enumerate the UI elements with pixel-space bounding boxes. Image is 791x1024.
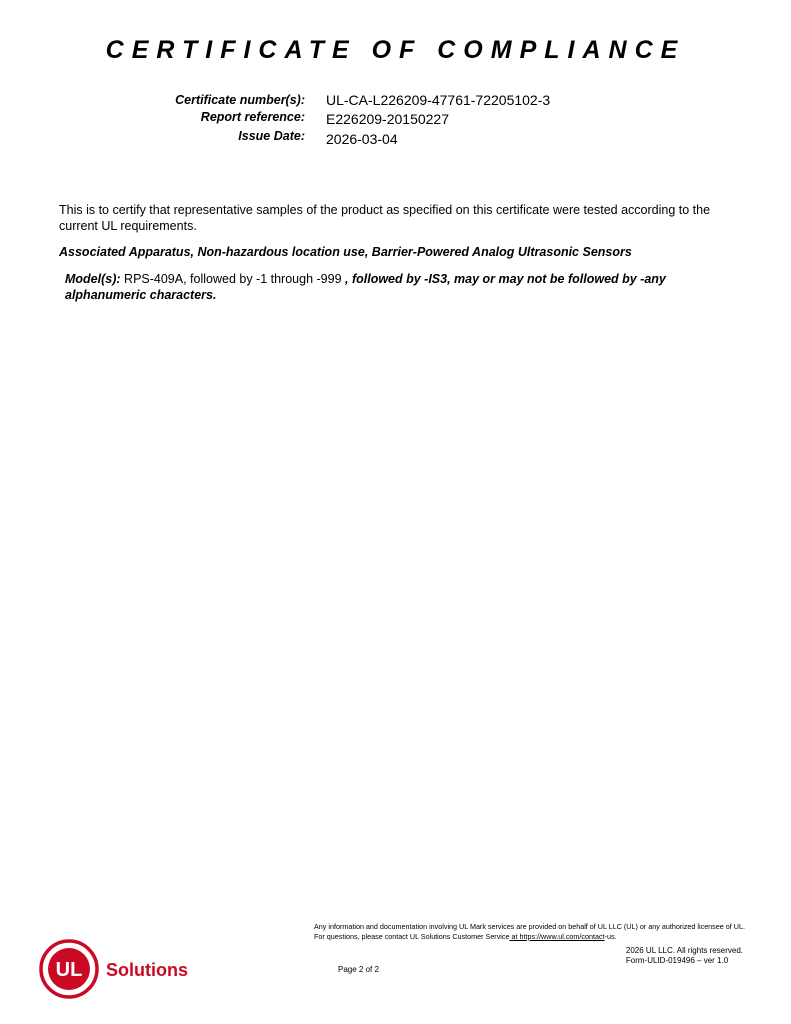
page-number: Page 2 of 2 <box>338 965 379 974</box>
copyright-text: 2026 UL LLC. All rights reserved. <box>625 946 743 955</box>
form-id: Form-ULID-019496 – ver 1.0 <box>625 956 729 965</box>
issue-date-row <box>0 128 791 146</box>
issue-date-value: 2026-03-04 <box>326 131 398 147</box>
ul-solutions-logo <box>38 938 198 1000</box>
certification-statement: This is to certify that representative samples of the product as specified on this certificate were tested according to the current UL requirements. <box>59 203 711 233</box>
footer-disclaimer-suffix: -us. <box>604 931 617 941</box>
solutions-wordmark: Solutions <box>106 960 188 980</box>
ul-mark-text: UL <box>55 959 83 981</box>
models-tail: , followed by -IS3, may or may not be followed by -any alphanumeric characters. <box>65 272 666 302</box>
copyright-block <box>626 946 743 966</box>
footer-disclaimer <box>314 922 754 941</box>
certificate-number-value: UL-CA-L226209-47761-72205102-3 <box>326 92 551 108</box>
report-reference-row <box>0 109 791 127</box>
issue-date-label: Issue Date: <box>238 129 305 143</box>
certificate-number-row <box>0 92 791 110</box>
certificate-number-label: Certificate number(s): <box>175 93 305 107</box>
report-reference-value: E226209-20150227 <box>326 111 450 127</box>
contact-link[interactable]: at https://www.ul.com/contact <box>509 931 605 941</box>
ul-logo-icon <box>38 938 198 1000</box>
models-statement <box>65 271 745 303</box>
product-description: Associated Apparatus, Non-hazardous location use, Barrier-Powered Analog Ultrasonic Sensors <box>59 245 632 259</box>
models-label: Model(s): <box>65 272 121 286</box>
report-reference-label: Report reference: <box>200 110 305 124</box>
footer-disclaimer-text: Any information and documentation involving UL Mark services are provided on behalf of UL LLC (UL) or any authorized licensee of UL. For questions, please contact UL Solutions Customer Service <box>314 922 745 941</box>
certificate-title: CERTIFICATE OF COMPLIANCE <box>105 36 686 64</box>
models-value: RPS-409A, followed by -1 through -999 <box>120 272 345 286</box>
